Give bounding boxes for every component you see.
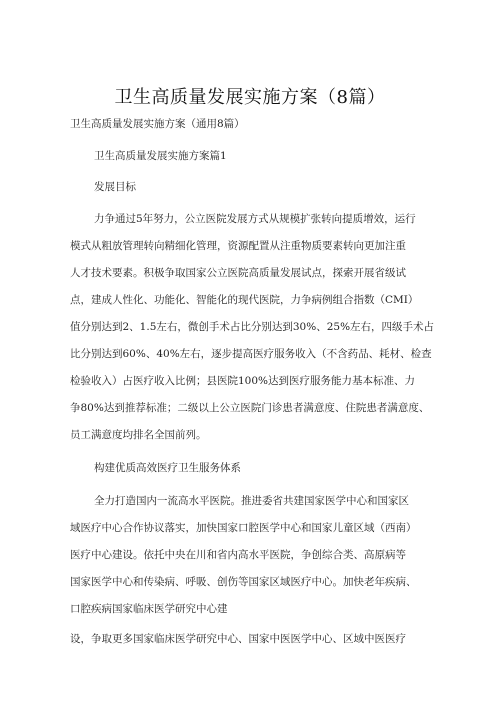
paragraph-1-line: 点，建成人性化、功能化、智能化的现代医院，力争病例组合指数（CMI） bbox=[70, 294, 419, 306]
paragraph-1-line: 员工满意度均排名全国前列。 bbox=[70, 429, 207, 441]
section-title: 卫生高质量发展实施方案篇1 bbox=[94, 150, 227, 162]
document-title: 卫生高质量发展实施方案（8篇） bbox=[114, 87, 386, 108]
paragraph-1-line: 检验收入）占医疗收入比例；县医院100%达到医疗服务能力基本标准、力 bbox=[70, 375, 416, 387]
paragraph-1-line: 人才技术要素。积极争取国家公立医院高质量发展试点，探索开展省级试 bbox=[70, 267, 406, 279]
paragraph-2-line: 口腔疾病国家临床医学研究中心建 bbox=[70, 603, 228, 615]
paragraph-2-line: 域医疗中心合作协议落实，加快国家口腔医学中心和国家儿童区域（西南） bbox=[70, 522, 417, 534]
paragraph-1-line: 争80%达到推荐标准；二级以上公立医院门诊患者满意度、住院患者满意度、 bbox=[70, 402, 430, 414]
paragraph-3-line: 设，争取更多国家临床医学研究中心、国家中医医学中心、区域中医医疗 bbox=[70, 633, 406, 645]
paragraph-1-line: 值分别达到2、1.5左右，微创手术占比分别达到30%、25%左右，四级手术占 bbox=[70, 321, 435, 333]
paragraph-1-line: 模式从粗放管理转向精细化管理，资源配置从注重物质要素转向更加注重 bbox=[70, 240, 406, 252]
paragraph-2-line: 国家医学中心和传染病、呼吸、创伤等国家区域医疗中心。加快老年疾病、 bbox=[70, 576, 417, 588]
heading-service-system: 构建优质高效医疗卫生服务体系 bbox=[94, 462, 241, 474]
paragraph-2-line: 全力打造国内一流高水平医院。推进委省共建国家医学中心和国家区 bbox=[94, 495, 409, 507]
paragraph-1-line: 力争通过5年努力，公立医院发展方式从规模扩张转向提质增效，运行 bbox=[94, 213, 416, 225]
heading-development-goals: 发展目标 bbox=[94, 181, 136, 193]
document-subtitle: 卫生高质量发展实施方案（通用8篇） bbox=[70, 118, 245, 130]
paragraph-1-line: 比分别达到60%、40%左右，逐步提高医疗服务收入（不含药品、耗材、检查 bbox=[70, 348, 432, 360]
paragraph-2-line: 医疗中心建设。依托中央在川和省内高水平医院，争创综合类、高原病等 bbox=[70, 549, 406, 561]
